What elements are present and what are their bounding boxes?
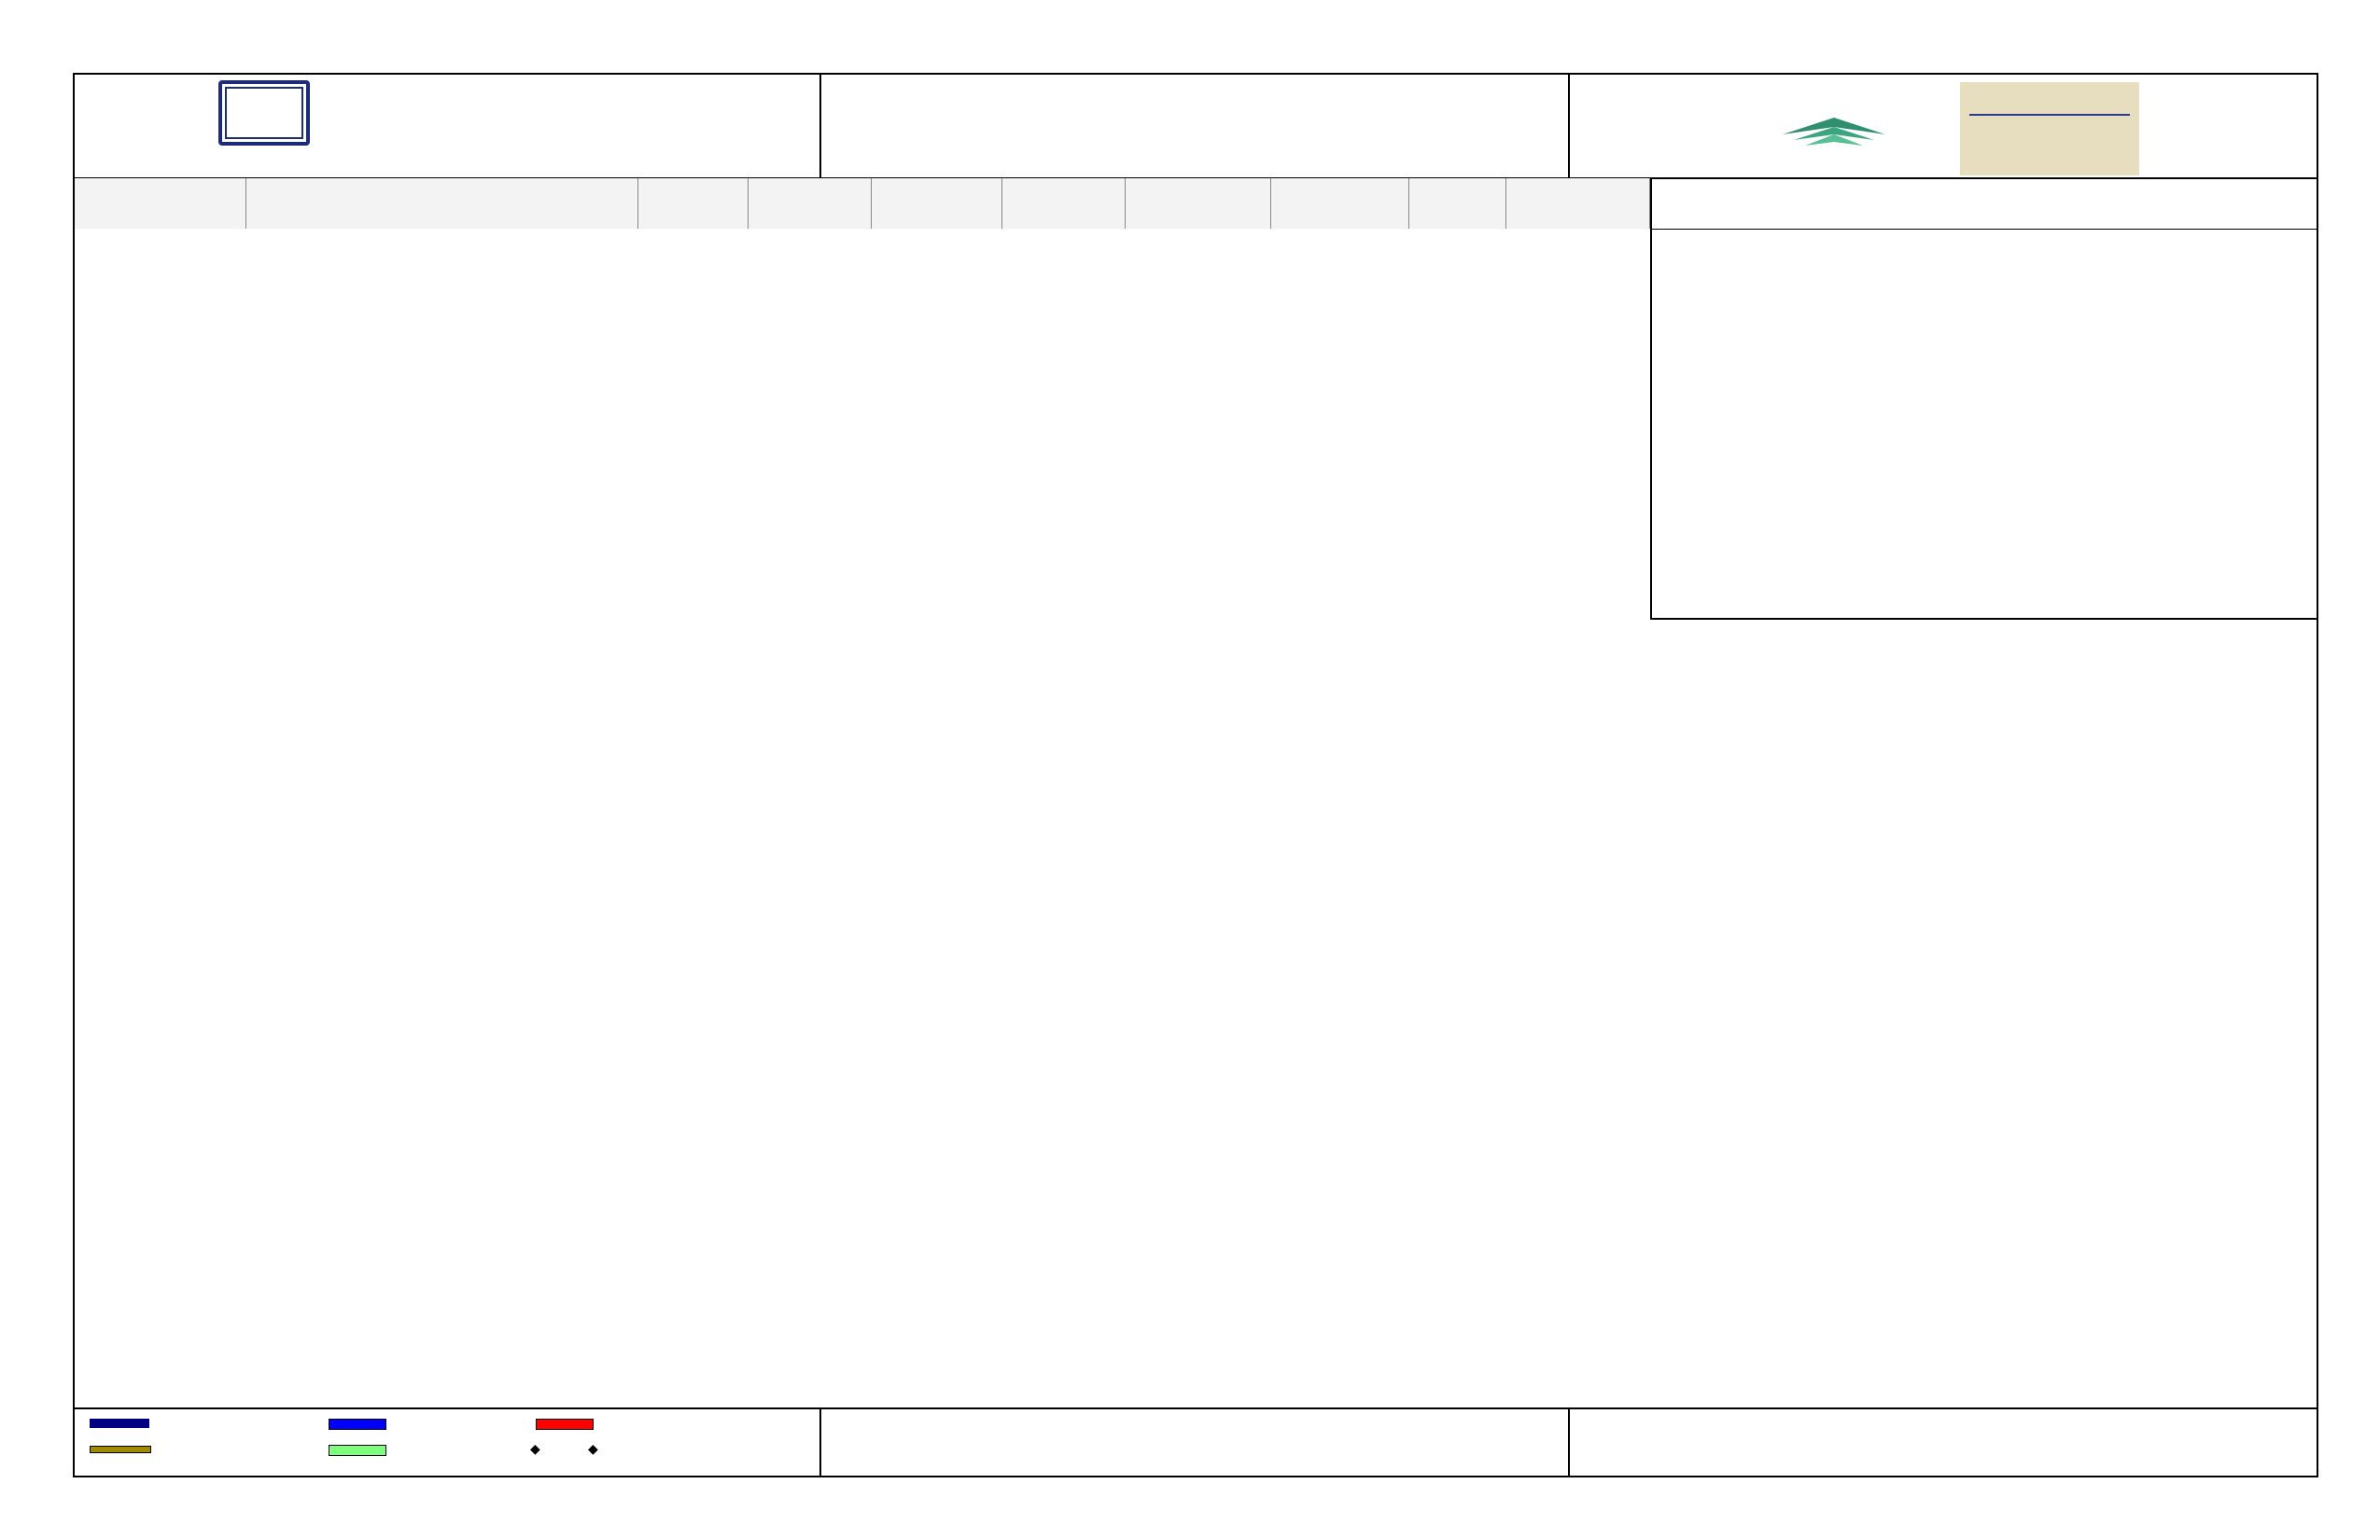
footer-divider-1 <box>819 1407 821 1477</box>
header-divider-2 <box>1568 73 1570 178</box>
col-performance-pct[interactable] <box>1126 178 1271 229</box>
header-divider-1 <box>819 73 821 178</box>
col-activity-name[interactable] <box>246 178 638 229</box>
gantt-timescale <box>1652 178 2318 230</box>
gantt-bottom-rule <box>1650 618 2318 620</box>
milestone-legend-icon: ◆ <box>588 1441 598 1456</box>
col-bl-finish[interactable] <box>872 178 1002 229</box>
col-finish[interactable] <box>1409 178 1506 229</box>
legend-swatch-baseline <box>90 1446 151 1453</box>
col-schedule-pct[interactable] <box>1002 178 1126 229</box>
legend-swatch-remaining-work <box>329 1445 386 1456</box>
gantt-body <box>1652 229 2318 619</box>
col-planned-cost[interactable] <box>1506 178 1650 229</box>
legend-swatch-critical <box>536 1419 594 1430</box>
col-activity-id[interactable] <box>75 178 246 229</box>
amanah-logo <box>1773 114 1895 162</box>
gantt-chart <box>1650 178 2318 619</box>
footer-divider-2 <box>1568 1407 1570 1477</box>
company-logo <box>218 80 310 146</box>
legend-swatch-actual-loe <box>90 1419 149 1428</box>
aswad-logo <box>1960 82 2139 175</box>
col-start[interactable] <box>1271 178 1409 229</box>
milestone-diamond-icon: ◆ <box>530 1441 540 1456</box>
footer-top-rule <box>73 1407 2318 1409</box>
legend-swatch-actual-work <box>329 1419 386 1430</box>
col-bl-start[interactable] <box>749 178 872 229</box>
col-planned-duration[interactable] <box>638 178 749 229</box>
amanah-emblem-icon <box>1773 114 1895 151</box>
